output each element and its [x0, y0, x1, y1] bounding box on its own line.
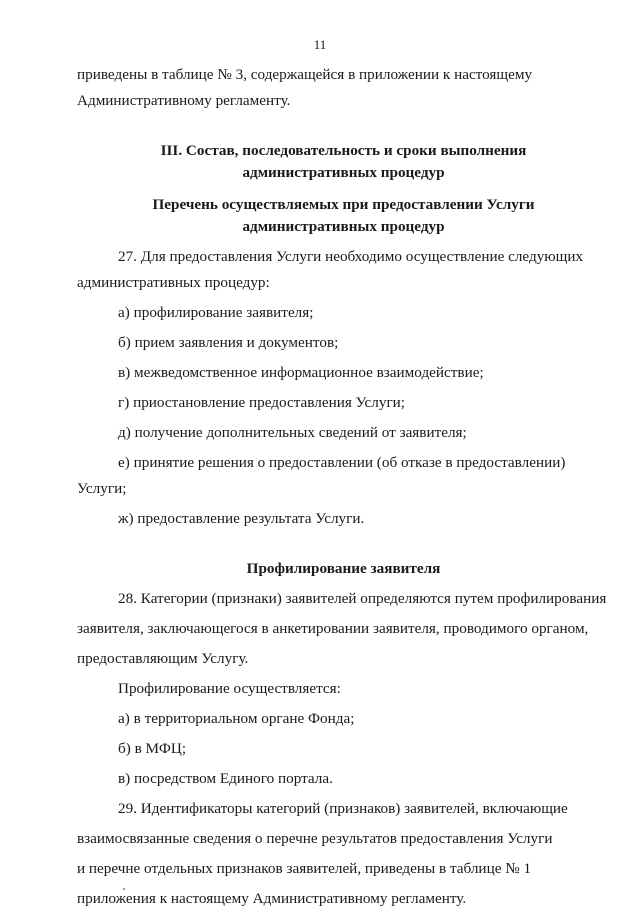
para-28-line-2: заявителя, заключающегося в анкетировании заявителя, проводимого органом, [77, 620, 589, 637]
section-heading-line-2: административных процедур [242, 164, 445, 181]
list-item-b: б) прием заявления и документов; [118, 334, 339, 351]
section-heading-line-1: III. Состав, последовательность и сроки выполнения [160, 142, 527, 159]
para-28-line-1: 28. Категории (признаки) заявителей определяются путем профилирования [118, 590, 607, 607]
para-29-line-2: взаимосвязанные сведения о перечне результатов предоставления Услуги [77, 830, 553, 847]
list-item-e-line-1: е) принятие решения о предоставлении (об отказе в предоставлении) [118, 454, 566, 471]
intro-line-1: приведены в таблице № 3, содержащейся в приложении к настоящему [77, 66, 533, 83]
profiling-item-v: в) посредством Единого портала. [118, 770, 333, 787]
subheading-line-1: Перечень осуществляемых при предоставлении Услуги [152, 196, 535, 213]
list-item-v: в) межведомственное информационное взаимодействие; [118, 364, 484, 381]
list-item-zh: ж) предоставление результата Услуги. [118, 510, 365, 527]
scan-speck [123, 888, 125, 890]
para-29-line-3: и перечне отдельных признаков заявителей, приведены в таблице № 1 [77, 860, 532, 877]
para-28-line-3: предоставляющим Услугу. [77, 650, 249, 667]
para-27-line-2: административных процедур: [77, 274, 270, 291]
para-29-line-1: 29. Идентификаторы категорий (признаков) заявителей, включающие [118, 800, 568, 817]
list-item-e-line-2: Услуги; [77, 480, 127, 497]
para-29-line-4: приложения к настоящему Административному регламенту. [77, 890, 467, 907]
profiling-lead: Профилирование осуществляется: [118, 680, 341, 697]
list-item-g: г) приостановление предоставления Услуги; [118, 394, 406, 411]
subheading-line-2: административных процедур [242, 218, 445, 235]
intro-line-2: Административному регламенту. [77, 92, 291, 109]
list-item-a: а) профилирование заявителя; [118, 304, 314, 321]
para-27-line-1: 27. Для предоставления Услуги необходимо осуществление следующих [118, 248, 584, 265]
page-content [77, 62, 610, 912]
profiling-item-a: а) в территориальном органе Фонда; [118, 710, 355, 727]
profiling-heading: Профилирование заявителя [246, 560, 441, 577]
profiling-item-b: б) в МФЦ; [118, 740, 187, 757]
list-item-d: д) получение дополнительных сведений от заявителя; [118, 424, 467, 441]
page-number: 11 [313, 37, 327, 52]
